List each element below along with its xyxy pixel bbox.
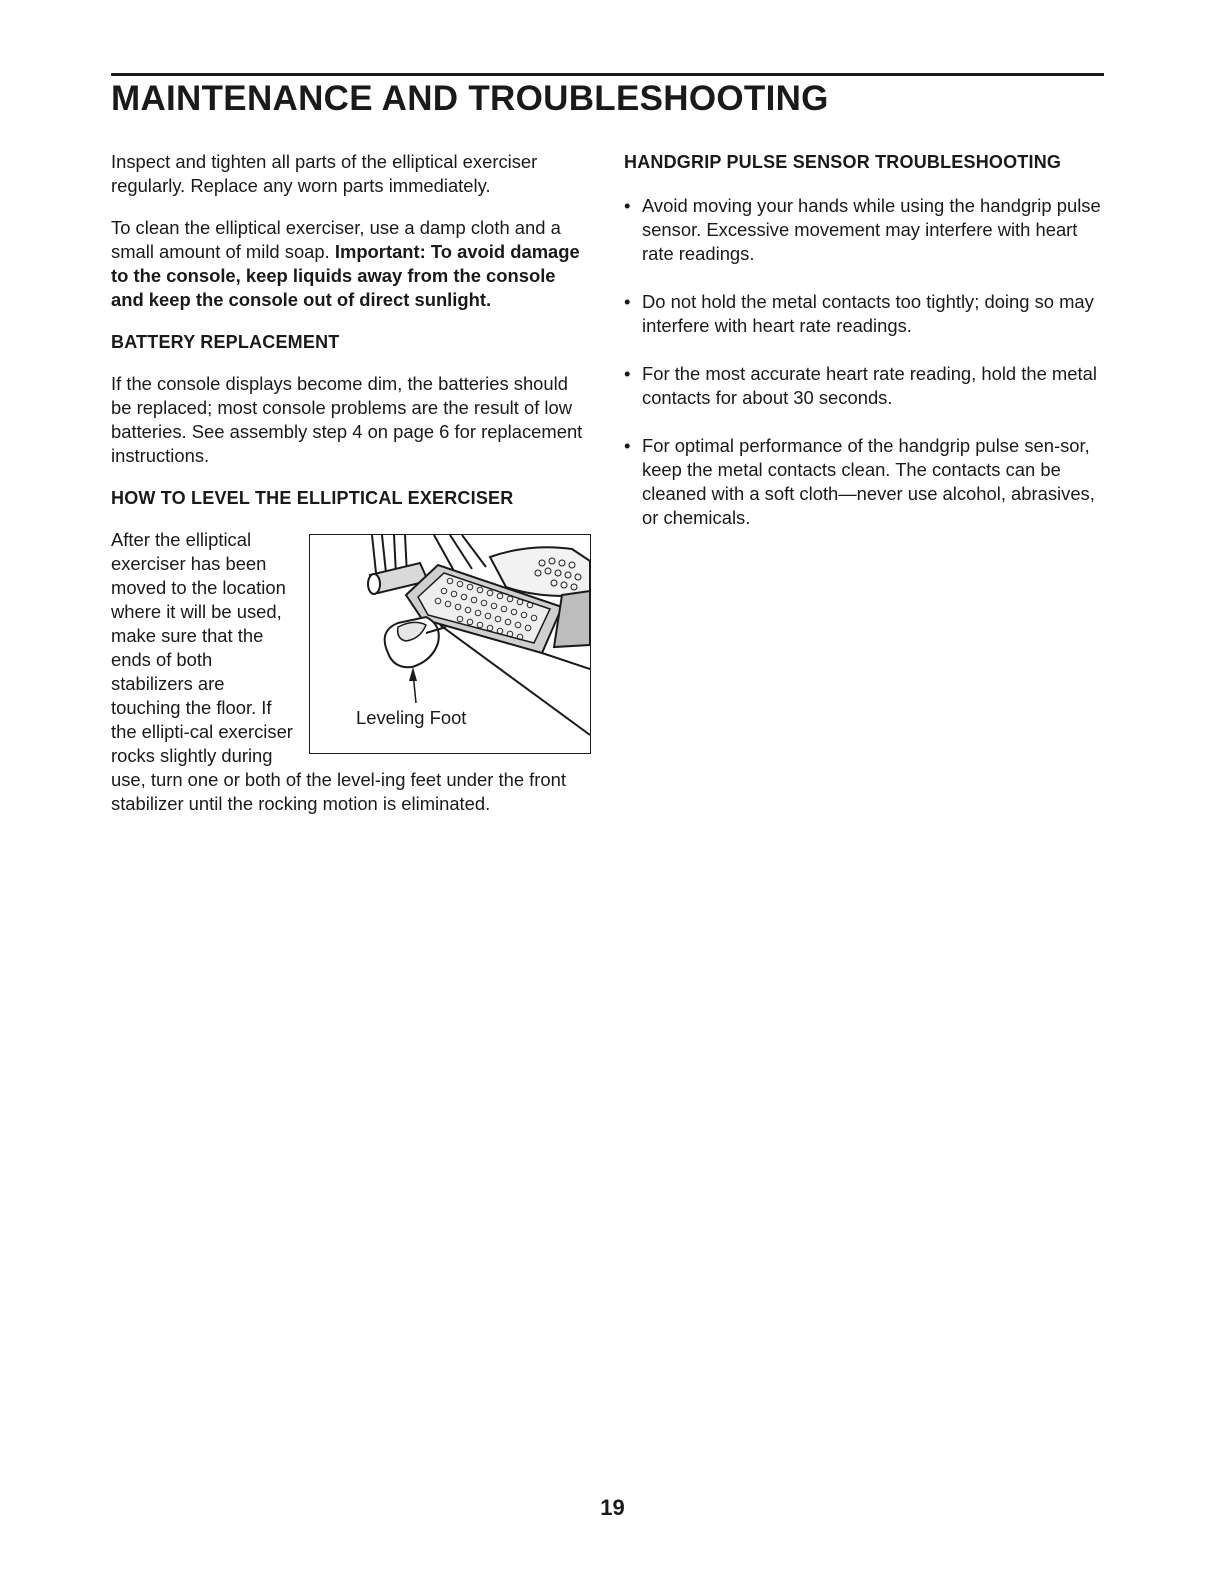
list-item-text: Avoid moving your hands while using the handgrip pulse sensor. Excessive movement may interfere with heart rate readings. [642, 195, 1101, 264]
left-column [111, 150, 591, 816]
page-number: 19 [600, 1495, 625, 1520]
leveling-section [111, 528, 591, 816]
intro-paragraph: Inspect and tighten all parts of the elliptical exerciser regularly. Replace any worn parts immediately. [111, 151, 538, 196]
cleaning-paragraph [111, 216, 591, 312]
cleaning-important-note: Important: To avoid damage to the console, keep liquids away from the console and keep the console out of direct sunlight. [111, 241, 580, 310]
battery-heading: BATTERY REPLACEMENT [111, 332, 340, 352]
cleaning-text: To clean the elliptical exerciser, use a damp cloth and a small amount of mild soap. [111, 217, 561, 262]
list-item-text: For optimal performance of the handgrip pulse sen-sor, keep the metal contacts clean. The contacts can be cleaned with a soft cloth—never use alcohol, abrasives, or chemicals. [642, 435, 1095, 528]
bullet-icon: • [624, 291, 631, 312]
pulse-sensor-tips-list [624, 194, 1104, 530]
list-item [624, 362, 1104, 410]
figure-caption-leveling-foot: Leveling Foot [356, 707, 467, 728]
leveling-foot-figure [309, 534, 591, 754]
battery-paragraph: If the console displays become dim, the batteries should be replaced; most console problems are the result of low batteries. See assembly step 4 on page 6 for replacement instructions. [111, 373, 583, 466]
leveling-paragraph: After the elliptical exerciser has been moved to the location where it will be used, make sure that the ends of both stabilizers are touching the floor. If the ellipti-cal exerciser rocks slightly during use, turn one or both of the level-ing feet under the front stabilizer until the rocking motion is eliminated. [111, 529, 566, 814]
list-item [624, 290, 1104, 338]
right-column [624, 150, 1104, 554]
list-item-text: For the most accurate heart rate reading, hold the metal contacts for about 30 seconds. [642, 363, 1097, 408]
bullet-icon: • [624, 195, 631, 216]
leveling-heading: HOW TO LEVEL THE ELLIPTICAL EXERCISER [111, 488, 514, 508]
list-item [624, 434, 1104, 530]
header-rule [111, 73, 1104, 76]
bullet-icon: • [624, 435, 631, 456]
list-item [624, 194, 1104, 266]
page-title: MAINTENANCE AND TROUBLESHOOTING [111, 79, 829, 118]
list-item-text: Do not hold the metal contacts too tightly; doing so may interfere with heart rate readings. [642, 291, 1094, 336]
pulse-sensor-heading: HANDGRIP PULSE SENSOR TROUBLESHOOTING [624, 152, 1062, 172]
bullet-icon: • [624, 363, 631, 384]
